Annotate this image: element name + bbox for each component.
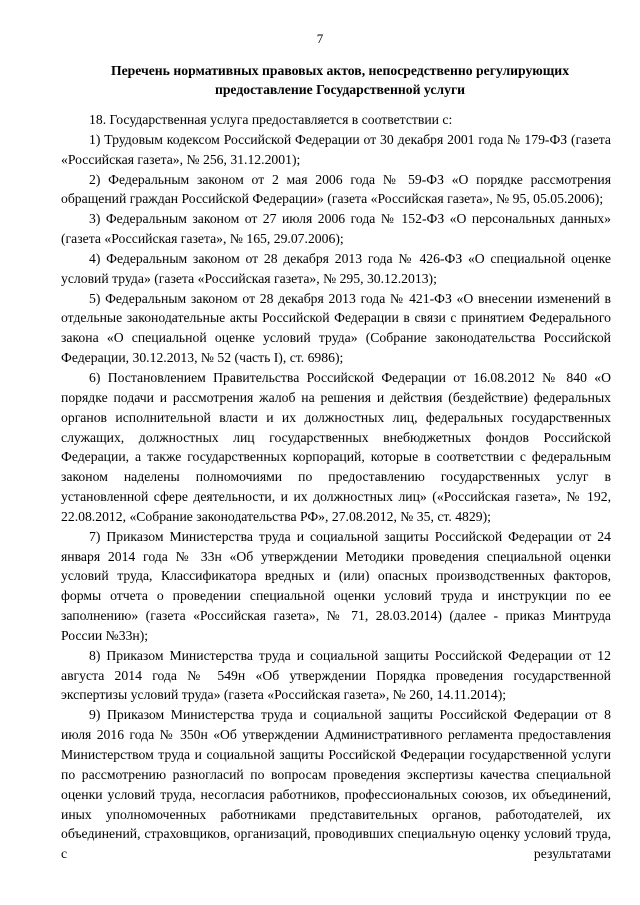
section-title-line-1: Перечень нормативных правовых актов, непосредственно регулирующих xyxy=(110,63,570,78)
paragraph-item-6: 6) Постановлением Правительства Российской Федерации от 16.08.2012 № 840 «О порядке подачи и рассмотрения жалоб на решения и действия (бездействие) федеральных органов исполнительной власти и их должностных лиц, федеральных государственных служащих, должностных лиц государственных внебюджетных фондов Российской Федерации, а также государственных корпораций, которые в соответствии с федеральным законом наделены полномочиями по предоставлению государственных услуг в установленной сфере деятельности, и их должностных лиц» («Российская газета», № 192, 22.08.2012, «Собрание законодательства РФ», 27.08.2012, № 35, ст. 4829); xyxy=(61,369,611,524)
paragraph-item-2: 2) Федеральным законом от 2 мая 2006 года № 59-ФЗ «О порядке рассмотрения обращений граждан Российской Федерации» (газета «Российская газета», № 95, 05.05.2006); xyxy=(61,171,611,207)
document-body xyxy=(61,110,611,864)
paragraph-item-7: 7) Приказом Министерства труда и социальной защиты Российской Федерации от 24 января 2014 года № 33н «Об утверждении Методики проведения специальной оценки условий труда, Классификатора вредных и (или) опасных производственных факторов, формы отчета о проведении специальной оценки условий труда и инструкции по ее заполнению» (газета «Российская газета», № 71, 28.03.2014) (далее - приказ Минтруда России №33н); xyxy=(61,528,611,643)
paragraph-item-5: 5) Федеральным законом от 28 декабря 2013 года № 421-ФЗ «О внесении изменений в отдельные законодательные акты Российской Федерации в связи с принятием Федерального закона «О специальной оценке условий труда» (Собрание законодательства Российской Федерации, 30.12.2013, № 52 (часть I), ст. 6986); xyxy=(61,290,611,366)
paragraph-item-4: 4) Федеральным законом от 28 декабря 2013 года № 426-ФЗ «О специальной оценке условий труда» (газета «Российская газета», № 295, 30.12.2013); xyxy=(61,250,611,286)
paragraph-intro: 18. Государственная услуга предоставляется в соответствии с: xyxy=(89,112,453,127)
section-title xyxy=(70,61,610,100)
section-title-line-2: предоставление Государственной услуги xyxy=(214,82,466,98)
paragraph-item-9: 9) Приказом Министерства труда и социальной защиты Российской Федерации от 8 июля 2016 года № 350н «Об утверждении Административного регламента предоставления Министерством труда и социальной защиты Российской Федерации государственной услуги по рассмотрению разногласий по вопросам проведения экспертизы качества специальной оценки условий труда, несогласия работников, профессиональных союзов, их объединений, иных уполномоченных работниками представительных органов, работодателей, их объединений, страховщиков, организаций, проводивших специальную оценку условий труда, с результатами xyxy=(61,707,611,862)
paragraph-item-8: 8) Приказом Министерства труда и социальной защиты Российской Федерации от 12 августа 2014 года № 549н «Об утверждении Порядка проведения государственной экспертизы условий труда» (газета «Российская газета», № 260, 14.11.2014); xyxy=(61,647,611,703)
paragraph-item-1: 1) Трудовым кодексом Российской Федерации от 30 декабря 2001 года № 179-ФЗ (газета «Российская газета», № 256, 31.12.2001); xyxy=(61,131,611,167)
paragraph-item-3: 3) Федеральным законом от 27 июля 2006 года № 152-ФЗ «О персональных данных» (газета «Российская газета», № 165, 29.07.2006); xyxy=(61,211,611,247)
page-number: 7 xyxy=(316,31,324,46)
